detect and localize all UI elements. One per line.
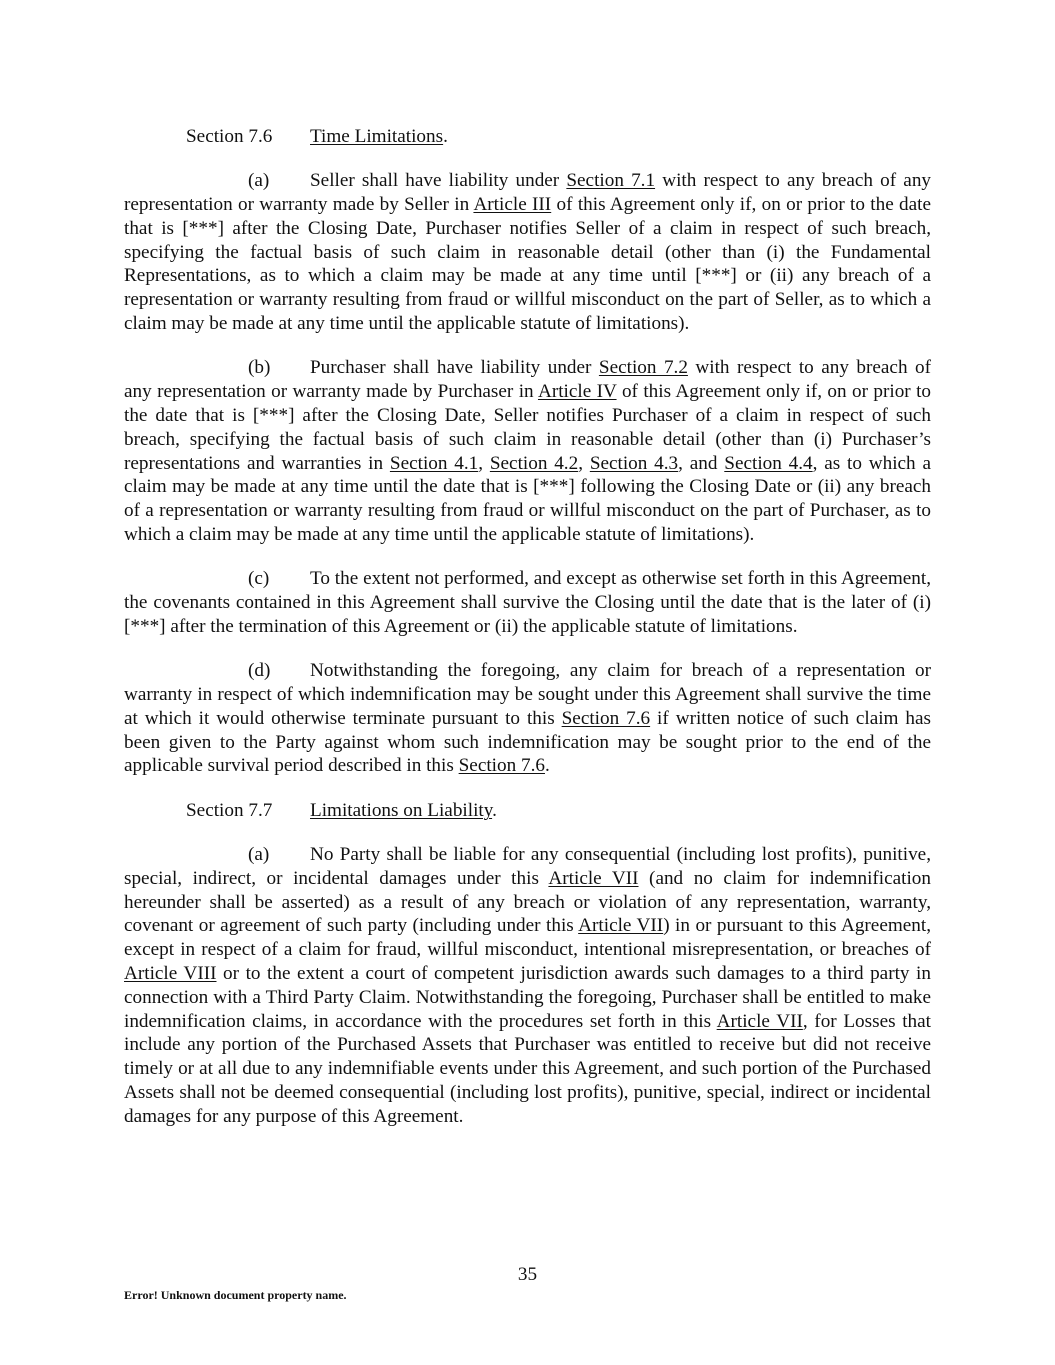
- section-7-6-heading: [124, 125, 931, 149]
- cross-reference: Article VII: [578, 915, 664, 937]
- paragraph-text: ,: [578, 452, 590, 474]
- page-number: 35: [517, 1264, 538, 1285]
- paragraph-text: with respect to any breach of any representation or warranty made by Seller in: [124, 170, 932, 216]
- section-number: Section 7.6: [186, 126, 273, 147]
- cross-reference: Section 4.4: [724, 452, 813, 474]
- paragraph-text: Notwithstanding the foregoing, any claim for breach of a representation or warranty in respect of which indemnification may be sought under this Agreement shall survive the time at which it would otherwise terminate pursuant to this: [124, 660, 931, 729]
- paragraph-7-7-a: [124, 843, 931, 1129]
- paragraph-text: ,: [478, 452, 490, 474]
- paragraph-7-6-c: [124, 567, 931, 638]
- heading-period: .: [492, 799, 497, 821]
- document-body: [124, 125, 931, 1149]
- paragraph-7-6-b: [124, 356, 931, 546]
- footer-error-text: Error! Unknown document property name.: [124, 1288, 347, 1302]
- paragraph-label: (a): [248, 843, 270, 865]
- paragraph-text: if written notice of such claim has been given to the Party against whom such indemnification may be sought prior to the end of the applicable survival period described in this: [124, 707, 931, 777]
- paragraph-text: Purchaser shall have liability under: [310, 357, 599, 379]
- cross-reference: Article VII: [716, 1010, 803, 1032]
- cross-reference: Section 7.6: [458, 755, 545, 777]
- paragraph-text: of this Agreement only if, on or prior to the date that is [***] after the Closing Date, Purchaser notifies Seller of a claim in respect of such breach, specifying the factual basis of such claim in reasonable detail (other than (i) the Fundamental Representations, as to which a claim may be made at any time until [***] or (ii) any breach of a representation or warranty resulting from fraud or willful misconduct on the part of Seller, as to which a claim may be made at any time until the applicable statute of limitations).: [124, 194, 931, 335]
- cross-reference: Section 4.1: [389, 452, 479, 474]
- paragraph-label: (b): [248, 357, 271, 379]
- cross-reference: Section 7.6: [561, 707, 651, 729]
- section-title: Limitations on Liability: [310, 799, 493, 821]
- cross-reference: Article III: [473, 194, 552, 216]
- paragraph-text: .: [544, 755, 550, 777]
- paragraph-text: , as to which a claim may be made at any time until the date that is [***] following the Closing Date or (ii) any breach of a representation or warranty resulting from fraud or willful misconduct on the part of Purchaser, as to which a claim may be made at any time until the applicable statute of limitations).: [124, 452, 931, 545]
- paragraph-label: (a): [248, 170, 270, 192]
- paragraph-text: No Party shall be liable for any consequential (including lost profits), punitive, special, indirect, or incidental damages under this: [124, 843, 931, 889]
- section-7-7-heading: [124, 799, 931, 823]
- paragraph-text: To the extent not performed, and except as otherwise set forth in this Agreement, the covenants contained in this Agreement shall survive the Closing until the date that is the later of (i) [***] after the termination of this Agreement or (ii) the applicable statute of limitations.: [124, 568, 931, 637]
- paragraph-text: , and: [678, 452, 725, 474]
- paragraph-text: with respect to any breach of any representation or warranty made by Purchaser in: [124, 357, 932, 403]
- paragraph-label: (c): [248, 568, 270, 590]
- heading-period: .: [443, 126, 448, 147]
- paragraph-7-6-d: [124, 659, 931, 778]
- paragraph-text: of this Agreement only if, on or prior to the date that is [***] after the Closing Date, Seller notifies Purchaser of a claim in respect of such breach, specifying the factual basis of such claim in reasonable detail (other than (i) Purchaser’s representations and warranties in: [124, 381, 932, 474]
- section-title: Time Limitations: [310, 126, 444, 147]
- paragraph-text: or to the extent a court of competent jurisdiction awards such damages to a third party in connection with a Third Party Claim. Notwithstanding the foregoing, Purchaser shall be entitled to make indemnification claims, in accordance with the procedures set forth in this: [124, 962, 931, 1032]
- cross-reference: Section 4.3: [589, 452, 679, 474]
- cross-reference: Section 7.1: [566, 170, 656, 192]
- cross-reference: Article VIII: [124, 962, 217, 984]
- paragraph-text: Seller shall have liability under: [310, 170, 567, 192]
- cross-reference: Article IV: [537, 381, 617, 403]
- section-number: Section 7.7: [186, 799, 273, 821]
- cross-reference: Section 4.2: [489, 452, 579, 474]
- paragraph-text: , for Losses that include any portion of the Purchased Assets that Purchaser was entitled to receive but did not receive timely or at all due to any indemnifiable events under this Agreement, and such portion of the Purchased Assets shall not be deemed consequential (including lost profits), punitive, special, indirect or incidental damages for any purpose of this Agreement.: [124, 1010, 931, 1127]
- paragraph-7-6-a: [124, 169, 931, 336]
- cross-reference: Section 7.2: [598, 357, 688, 379]
- paragraph-label: (d): [248, 660, 271, 682]
- paragraph-text: (and no claim for indemnification hereunder shall be asserted) as a result of any breach or violation of any representation, warranty, covenant or agreement of such party (including under this: [124, 867, 931, 937]
- cross-reference: Article VII: [548, 867, 639, 889]
- paragraph-text: ) in or pursuant to this Agreement, except in respect of a claim for fraud, willful misconduct, intentional misrepresentation, or breaches of: [124, 915, 931, 961]
